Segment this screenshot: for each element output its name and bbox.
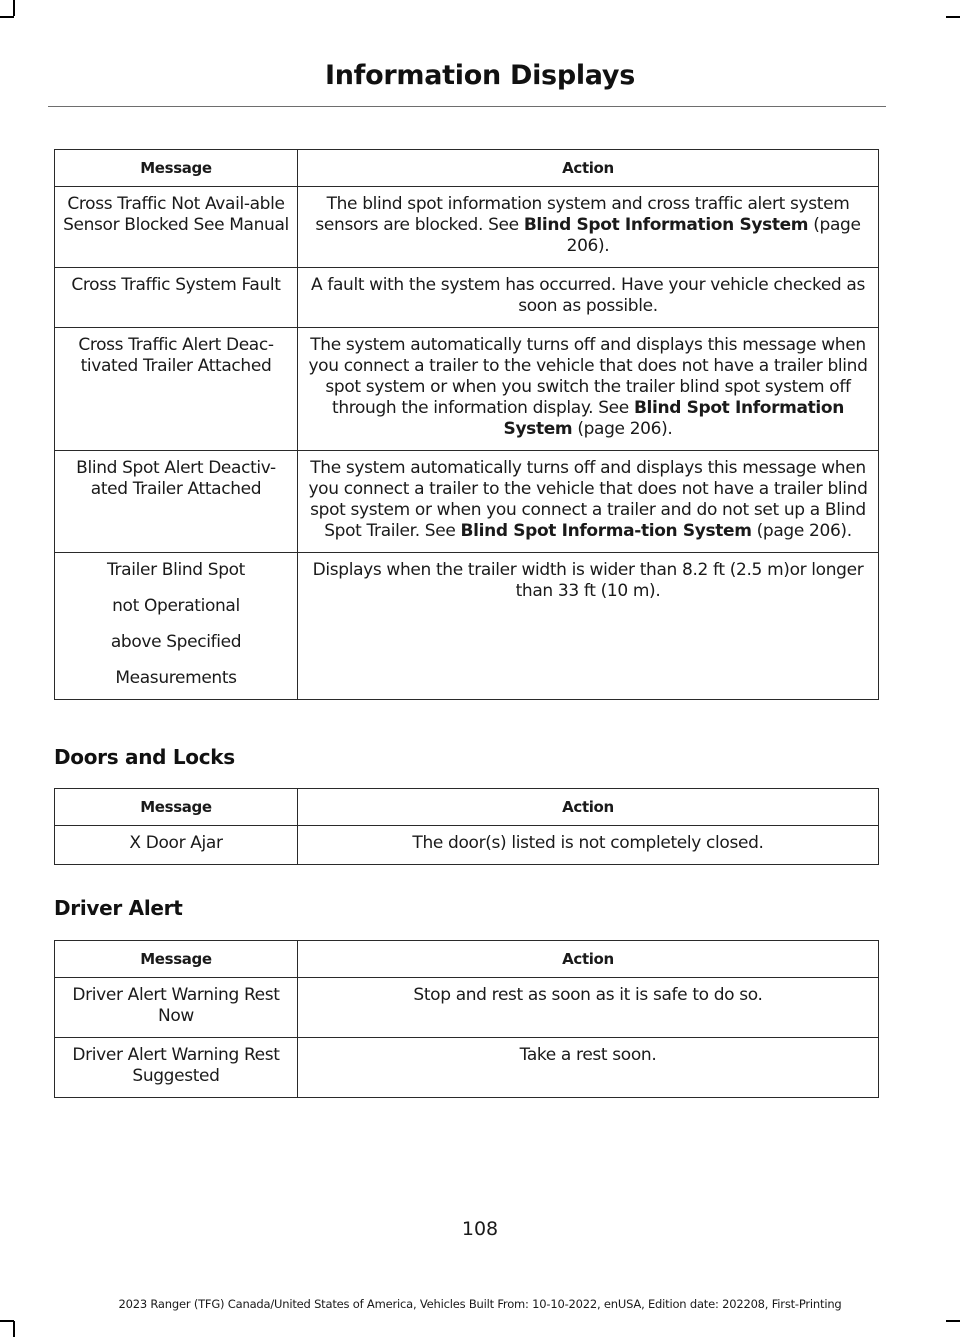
footer-edition-text: 2023 Ranger (TFG) Canada/United States of America, Vehicles Built From: 10-10-2022, enUSA, Edition date: 202208, First-Printing — [118, 1297, 842, 1311]
message-cell: X Door Ajar — [55, 826, 298, 865]
section-heading-driver-alert: Driver Alert — [54, 896, 183, 920]
action-text: Displays when the trailer width is wider than 8.2 ft (2.5 m)or longer than 33 ft (10 m). — [312, 560, 864, 601]
action-text: The blind spot information system and cross traffic alert system sensors are blocked. See — [315, 194, 850, 235]
action-cell — [298, 268, 879, 328]
column-header-action: Action — [298, 150, 879, 187]
message-cell: Cross Traffic Not Avail-able Sensor Blocked See Manual — [55, 187, 298, 268]
header-divider — [48, 106, 886, 107]
doors-and-locks-table — [54, 788, 879, 865]
message-line: above Specified — [110, 632, 242, 652]
column-header-action: Action — [298, 789, 879, 826]
crop-mark-top-left-v — [13, 0, 15, 16]
table-row — [55, 268, 879, 328]
action-cell: Take a rest soon. — [298, 1038, 879, 1098]
message-cell: Driver Alert Warning Rest Suggested — [55, 1038, 298, 1098]
table-row — [55, 553, 879, 700]
crop-mark-bottom-right — [946, 1320, 960, 1322]
table-header-row — [55, 789, 879, 826]
page-reference: (page 206). — [566, 215, 861, 256]
column-header-message: Message — [55, 941, 298, 978]
message-line: not Operational — [112, 596, 240, 616]
section-heading-doors-and-locks: Doors and Locks — [54, 745, 235, 769]
table-row — [55, 187, 879, 268]
crop-mark-bottom-left-v — [13, 1321, 15, 1337]
page-number: 108 — [461, 1218, 499, 1240]
table-row — [55, 451, 879, 553]
action-cell — [298, 553, 879, 700]
crop-mark-top-right — [946, 16, 960, 18]
action-cell — [298, 187, 879, 268]
action-cell — [298, 328, 879, 451]
table-row — [55, 978, 879, 1038]
cross-reference-link[interactable]: Blind Spot Informa-tion System — [460, 521, 752, 541]
cross-reference-link[interactable]: Blind Spot Information System — [503, 398, 844, 439]
action-cell: Stop and rest as soon as it is safe to do so. — [298, 978, 879, 1038]
message-line: Measurements — [115, 668, 237, 688]
page-reference: (page 206). — [751, 521, 852, 541]
column-header-message: Message — [55, 789, 298, 826]
column-header-action: Action — [298, 941, 879, 978]
page-reference: (page 206). — [572, 419, 673, 439]
message-cell: Cross Traffic Alert Deac-tivated Trailer Attached — [55, 328, 298, 451]
cross-reference-link[interactable]: Blind Spot Information System — [523, 215, 809, 235]
page-title: Information Displays — [325, 60, 635, 91]
table-row — [55, 328, 879, 451]
table-header-row — [55, 941, 879, 978]
message-cell: Blind Spot Alert Deactiv-ated Trailer Attached — [55, 451, 298, 553]
blind-spot-messages-table — [54, 149, 879, 700]
table-header-row — [55, 150, 879, 187]
action-cell: The door(s) listed is not completely closed. — [298, 826, 879, 865]
driver-alert-table — [54, 940, 879, 1098]
action-text: The system automatically turns off and displays this message when you connect a trailer to the vehicle that does not have a trailer blind spot system or when you switch the trailer blind spot system off through the information display. See — [308, 335, 868, 418]
action-cell — [298, 451, 879, 553]
crop-mark-bottom-left-h — [0, 1320, 14, 1322]
message-cell: Driver Alert Warning Rest Now — [55, 978, 298, 1038]
table-row — [55, 1038, 879, 1098]
action-text: A fault with the system has occurred. Have your vehicle checked as soon as possible. — [310, 275, 866, 316]
message-line: Trailer Blind Spot — [106, 560, 246, 580]
column-header-message: Message — [55, 150, 298, 187]
crop-mark-top-left-h — [0, 16, 14, 18]
message-cell: Cross Traffic System Fault — [55, 268, 298, 328]
action-text: The system automatically turns off and displays this message when you connect a trailer to the vehicle that does not have a trailer blind spot system or when you connect a trailer and do not set up a Blind Spot Trailer. See — [308, 458, 868, 541]
message-cell — [55, 553, 298, 700]
table-row — [55, 826, 879, 865]
